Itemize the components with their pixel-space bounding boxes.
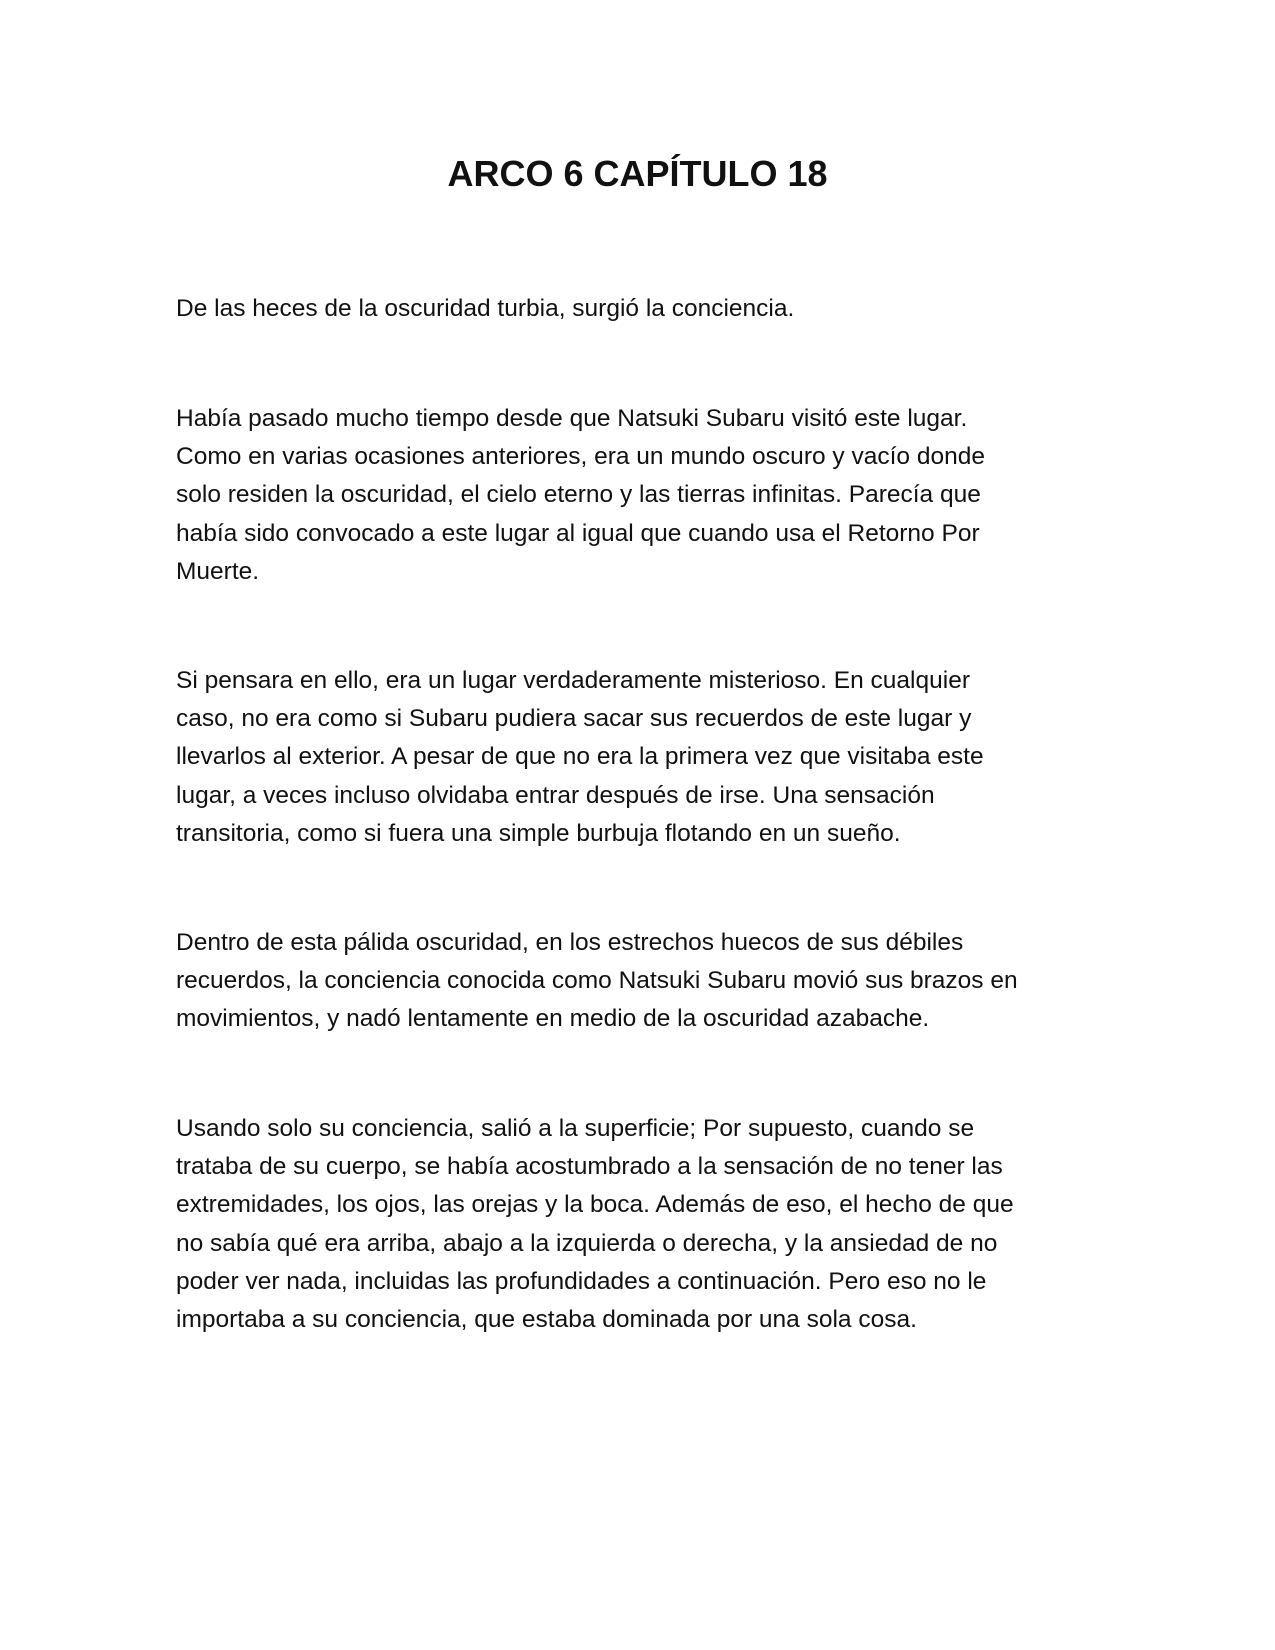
paragraph-1 <box>176 290 1096 328</box>
paragraph-line: Usando solo su conciencia, salió a la superficie; Por supuesto, cuando se <box>176 1115 975 1142</box>
paragraph-line: Muerte. <box>176 557 260 585</box>
paragraph-line: transitoria, como si fuera una simple burbuja flotando en un sueño. <box>176 819 901 847</box>
paragraph-3 <box>176 662 1096 853</box>
paragraph-4 <box>176 924 1096 1039</box>
paragraph-line: no sabía qué era arriba, abajo a la izquierda o derecha, y la ansiedad de no <box>176 1229 998 1257</box>
paragraph-line: trataba de su cuerpo, se había acostumbrado a la sensación de no tener las <box>176 1153 1003 1181</box>
paragraph-2 <box>176 400 1096 591</box>
paragraph-line: importaba a su conciencia, que estaba dominada por una sola cosa. <box>176 1306 917 1334</box>
paragraph-line: había sido convocado a este lugar al igual que cuando usa el Retorno Por <box>176 519 980 547</box>
paragraph-5 <box>176 1110 1096 1339</box>
paragraph-line: Como en varias ocasiones anteriores, era un mundo oscuro y vacío donde <box>176 443 985 471</box>
paragraph-line: caso, no era como si Subaru pudiera sacar sus recuerdos de este lugar y <box>176 705 972 733</box>
paragraph-line: recuerdos, la conciencia conocida como Natsuki Subaru movió sus brazos en <box>176 967 1018 995</box>
chapter-title: ARCO 6 CAPÍTULO 18 <box>447 153 828 194</box>
paragraph-line: poder ver nada, incluidas las profundidades a continuación. Pero eso no le <box>176 1267 987 1295</box>
paragraph-line: lugar, a veces incluso olvidaba entrar después de irse. Una sensación <box>176 781 935 809</box>
paragraph-line: extremidades, los ojos, las orejas y la boca. Además de eso, el hecho de que <box>176 1191 1014 1219</box>
paragraph-line: Había pasado mucho tiempo desde que Natsuki Subaru visitó este lugar. <box>176 405 968 432</box>
paragraph-line: solo residen la oscuridad, el cielo eterno y las tierras infinitas. Parecía que <box>176 481 981 509</box>
paragraph-line: movimientos, y nadó lentamente en medio de la oscuridad azabache. <box>176 1005 930 1033</box>
paragraph-line: Dentro de esta pálida oscuridad, en los estrechos huecos de sus débiles <box>176 929 964 956</box>
paragraph-line: De las heces de la oscuridad turbia, surgió la conciencia. <box>176 295 795 322</box>
paragraph-line: Si pensara en ello, era un lugar verdaderamente misterioso. En cualquier <box>176 667 970 694</box>
paragraph-line: llevarlos al exterior. A pesar de que no era la primera vez que visitaba este <box>176 743 984 771</box>
